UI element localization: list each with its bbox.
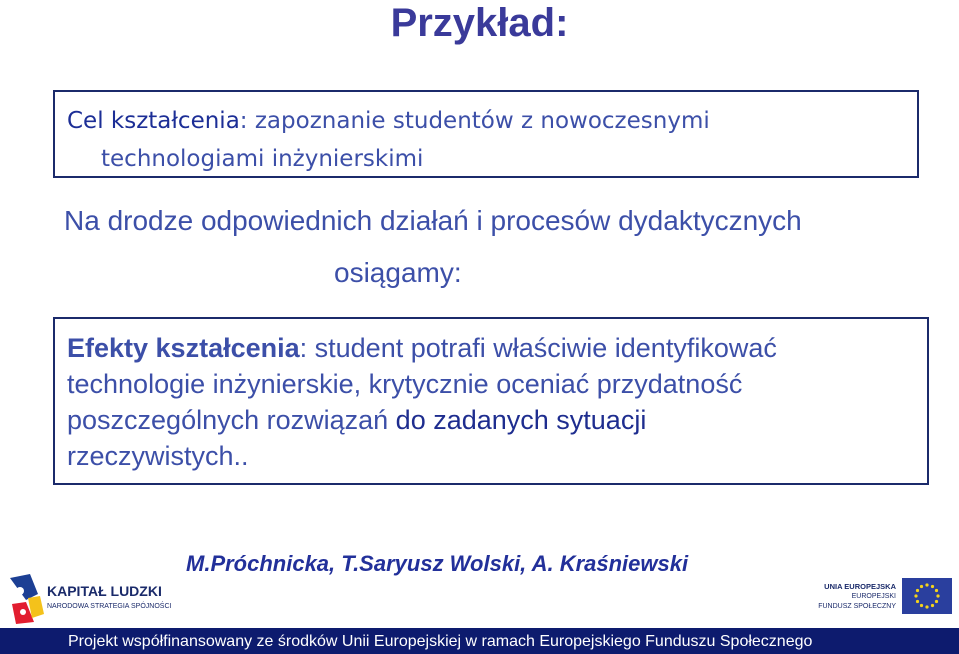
effects-line-3 [67, 405, 646, 436]
transition-line-2: osiągamy: [334, 257, 462, 288]
goal-line-1 [67, 108, 710, 134]
effects-box [53, 317, 929, 485]
kapital-ludzki-subtitle: NARODOWA STRATEGIA SPÓJNOŚCI [47, 603, 172, 610]
footer-bar [0, 628, 959, 654]
goal-label: Cel kształcenia [67, 108, 240, 134]
eu-flag-icon [902, 578, 952, 614]
kapital-ludzki-title: KAPITAŁ LUDZKI [47, 583, 162, 599]
effects-separator: : [299, 333, 308, 363]
eu-line-3: FUNDUSZ SPOŁECZNY [818, 603, 896, 610]
transition-line-1: Na drodze odpowiednich działań i procesów dydaktycznych [64, 205, 802, 236]
effects-label: Efekty kształcenia [67, 333, 300, 363]
goal-text-1: zapoznanie studentów z nowoczesnymi [247, 108, 710, 134]
eu-text [818, 582, 896, 612]
effects-line-3a: poszczególnych rozwiązań [67, 405, 396, 435]
eu-line-1: UNIA EUROPEJSKA [824, 582, 896, 591]
goal-box [53, 90, 919, 178]
effects-line-1-rest: student potrafi właściwie identyfikować [307, 333, 777, 363]
effects-line-2: technologie inżynierskie, krytycznie oceniać przydatność [67, 369, 743, 399]
footer-text: Projekt współfinansowany ze środków Unii Europejskiej w ramach Europejskiego Funduszu Społecznego [68, 633, 813, 650]
effects-line-3b: do zadanych sytuacji [395, 405, 647, 435]
goal-separator: : [239, 108, 248, 134]
authors: M.Próchnicka, T.Saryusz Wolski, A. Kraśniewski [186, 551, 689, 576]
effects-line-1 [67, 333, 777, 364]
goal-line-2: technologiami inżynierskimi [101, 146, 424, 172]
eu-line-2: EUROPEJSKI [851, 593, 896, 600]
effects-line-4: rzeczywistych.. [67, 441, 249, 471]
page-title: Przykład: [390, 1, 569, 45]
kapital-ludzki-logo-icon [8, 574, 168, 626]
